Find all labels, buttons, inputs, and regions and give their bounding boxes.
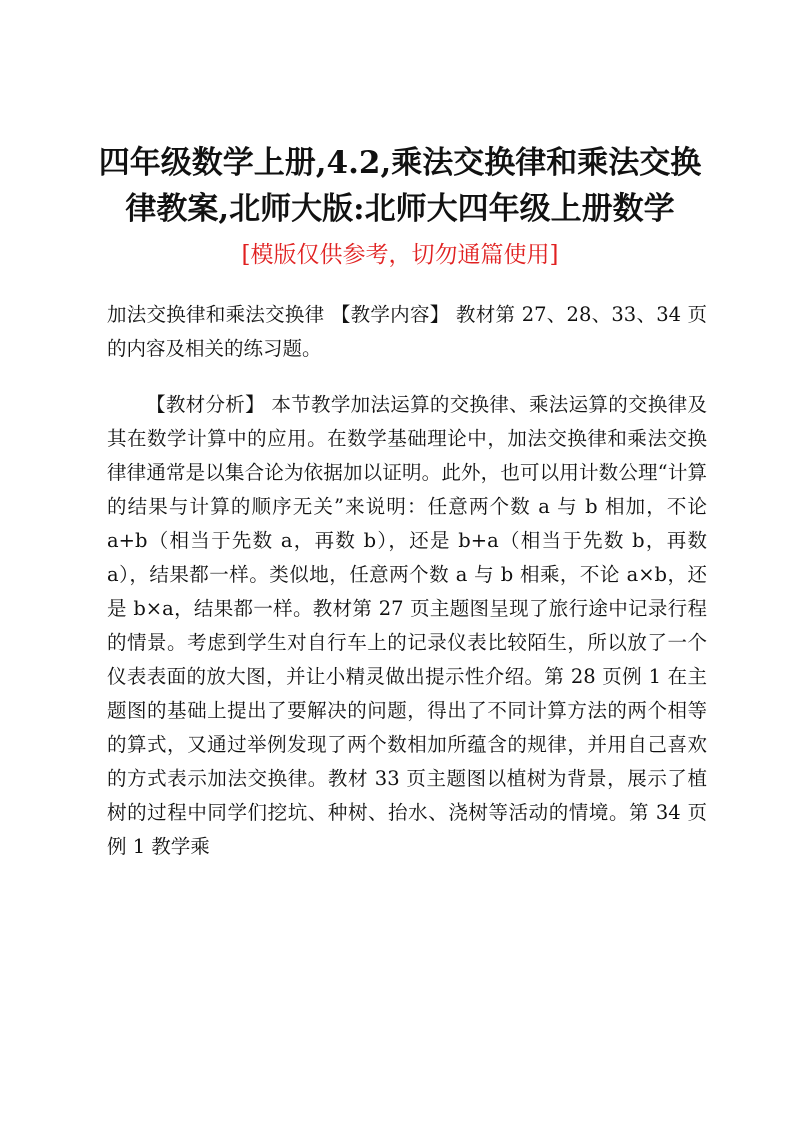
- paragraph-textbook-analysis: 【教材分析】 本节教学加法运算的交换律、乘法运算的交换律及其在数学计算中的应用。在数学基础理论中，加法交换律和乘法交换律律通常是以集合论为依据加以证明。此外，也可以用计数公理“计算的结果与计算的顺序无关”来说明：任意两个数 a 与 b 相加，不论 a+b（相当于先数 a，再数 b），还是 b+a（相当于先数 b，再数 a），结果都一样。类似地，任意两个数 a 与 b 相乘，不论 a×b，还是 b×a，结果都一样。教材第 27 页主题图呈现了旅行途中记录行程的情景。考虑到学生对自行车上的记录仪表比较陌生，所以放了一个仪表表面的放大图，并让小精灵做出提示性介绍。第 28 页例 1 在主题图的基础上提出了要解决的问题，得出了不同计算方法的两个相等的算式，又通过举例发现了两个数相加所蕴含的规律，并用自己喜欢的方式表示加法交换律。教材 33 页主题图以植树为背景，展示了植树的过程中同学们挖坑、种树、抬水、浇树等活动的情境。第 34 页例 1 教学乘: [107, 393, 707, 858]
- document-title: 四年级数学上册,4.2,乘法交换律和乘法交换律教案,北师大版:北师大四年级上册数学: [98, 145, 702, 227]
- document-body: [107, 298, 707, 864]
- paragraph-teaching-content: 加法交换律和乘法交换律 【教学内容】 教材第 27、28、33、34 页的内容及相关的练习题。: [107, 303, 707, 360]
- template-notice: [模版仅供参考，切勿通篇使用]: [241, 242, 559, 268]
